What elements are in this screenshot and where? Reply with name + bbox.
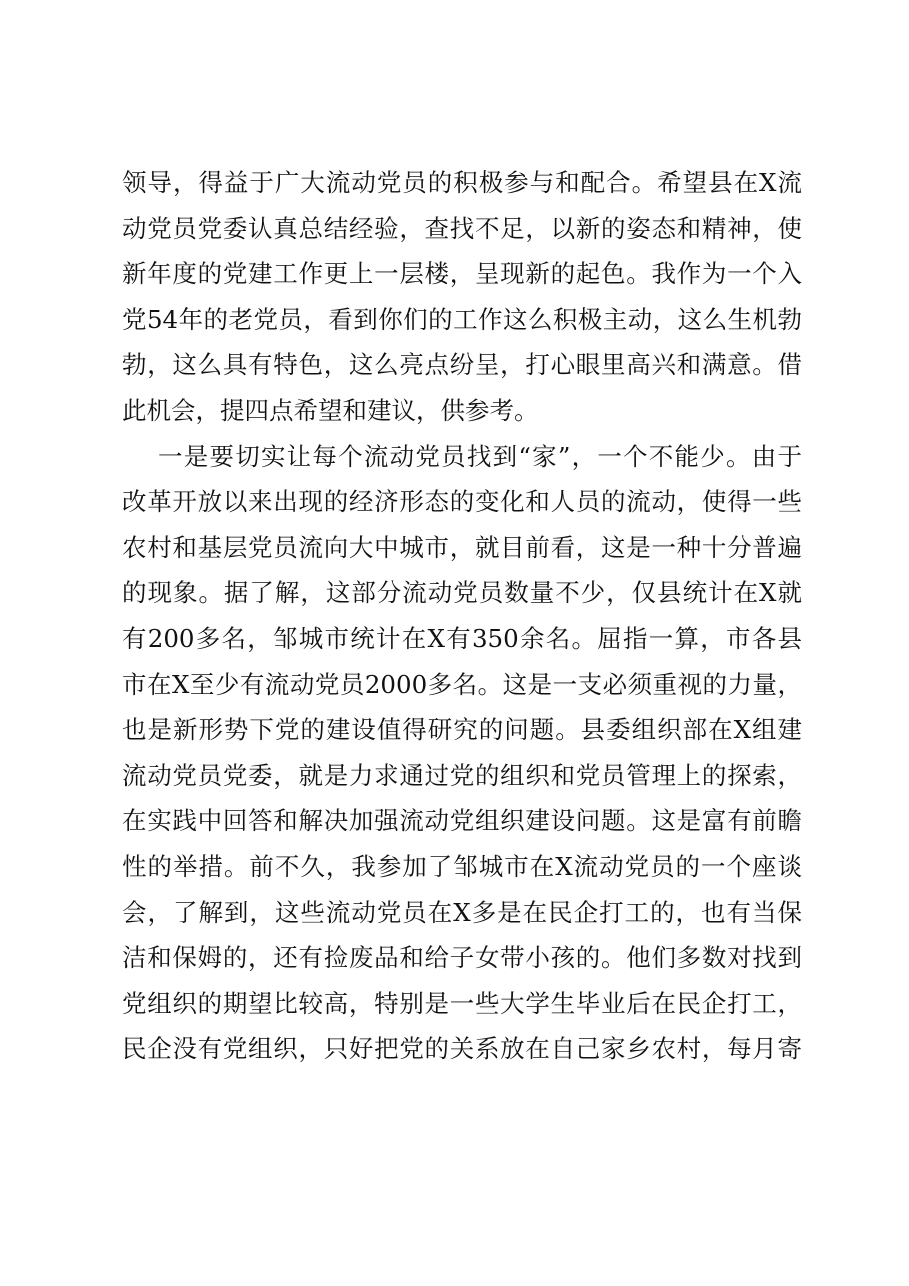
text-line: 市在X至少有流动党员2000多名。这是一支必须重视的力量， — [122, 669, 802, 699]
body-text — [122, 160, 802, 1072]
text-line: 流动党员党委，就是力求通过党的组织和党员管理上的探索， — [122, 760, 802, 790]
text-line: 领导，得益于广大流动党员的积极参与和配合。希望县在X流 — [122, 168, 802, 197]
text-line: 改革开放以来出现的经济形态的变化和人员的流动，使得一些 — [122, 487, 802, 517]
text-line: 动党员党委认真总结经验，查找不足，以新的姿态和精神，使 — [122, 213, 802, 243]
text-line: 勃，这么具有特色，这么亮点纷呈，打心眼里高兴和满意。借 — [122, 350, 802, 380]
text-line: 性的举措。前不久，我参加了邹城市在X流动党员的一个座谈 — [122, 851, 802, 881]
text-line: 会，了解到，这些流动党员在X多是在民企打工的，也有当保 — [122, 897, 802, 927]
text-line: 新年度的党建工作更上一层楼，呈现新的起色。我作为一个入 — [122, 259, 802, 289]
text-line: 党组织的期望比较高，特别是一些大学生毕业后在民企打工， — [122, 988, 802, 1018]
text-line: 也是新形势下党的建设值得研究的问题。县委组织部在X组建 — [122, 715, 802, 745]
text-line: 洁和保姆的，还有捡废品和给子女带小孩的。他们多数对找到 — [122, 943, 802, 973]
text-line: 的现象。据了解，这部分流动党员数量不少，仅县统计在X就 — [122, 578, 802, 608]
text-line: 民企没有党组织，只好把党的关系放在自己家乡农村，每月寄 — [122, 1034, 802, 1064]
text-line: 农村和基层党员流向大中城市，就目前看，这是一种十分普遍 — [122, 532, 802, 562]
text-line: 有200多名，邹城市统计在X有350余名。屈指一算，市各县 — [122, 623, 802, 653]
text-line: 在实践中回答和解决加强流动党组织建设问题。这是富有前瞻 — [122, 806, 802, 836]
paragraph-first-line: 一是要切实让每个流动党员找到“家”，一个不能少。由于 — [158, 441, 802, 471]
text-line: 党54年的老党员，看到你们的工作这么积极主动，这么生机勃 — [122, 304, 802, 334]
text-line: 此机会，提四点希望和建议，供参考。 — [122, 395, 539, 425]
